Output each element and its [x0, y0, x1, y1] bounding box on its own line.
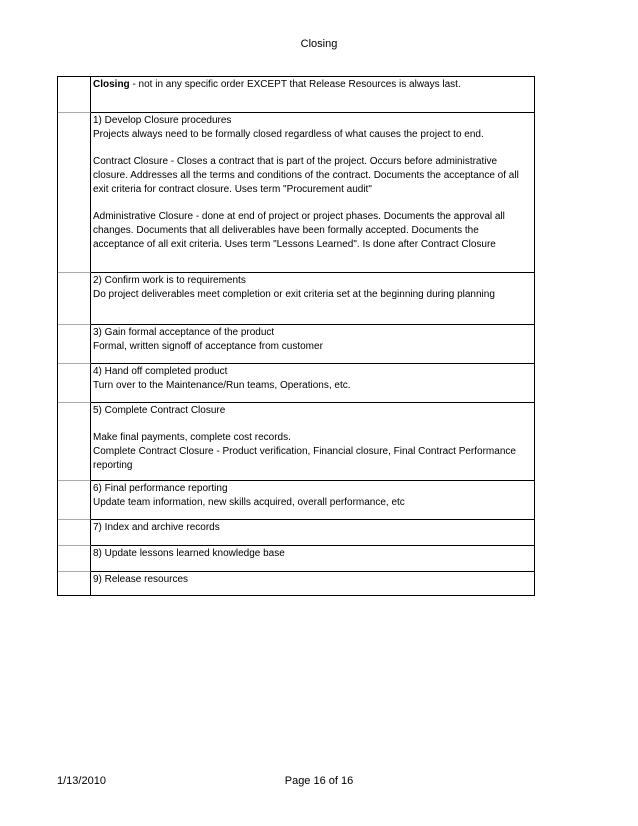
step-line: Complete Contract Closure - Product verification, Financial closure, Final Contract Performance reporting — [93, 446, 516, 471]
step-line: Projects always need to be formally closed regardless of what causes the project to end. — [93, 129, 484, 140]
row-gutter — [58, 272, 91, 324]
intro-bold: Closing — [93, 79, 130, 90]
step-heading: 3) Gain formal acceptance of the product — [93, 327, 275, 338]
page-header-title: Closing — [300, 38, 338, 50]
row-gutter — [58, 480, 91, 519]
step-cell-9 — [91, 571, 534, 595]
step-heading: 4) Hand off completed product — [93, 366, 228, 377]
step-cell-8 — [91, 545, 534, 571]
step-heading: 5) Complete Contract Closure — [93, 405, 226, 416]
step-heading: 8) Update lessons learned knowledge base — [93, 548, 285, 559]
closing-table — [57, 76, 535, 596]
step-heading: 7) Index and archive records — [93, 522, 220, 533]
step-cell-1 — [91, 112, 534, 272]
intro-cell — [91, 77, 534, 112]
step-line: Do project deliverables meet completion or exit criteria set at the beginning during planning — [93, 289, 495, 300]
intro-text: - not in any specific order EXCEPT that Release Resources is always last. — [129, 79, 461, 90]
step-row-4 — [58, 363, 534, 402]
step-row-3 — [58, 324, 534, 363]
step-row-1 — [58, 112, 534, 272]
step-row-8 — [58, 545, 534, 571]
step-line: Turn over to the Maintenance/Run teams, Operations, etc. — [93, 380, 351, 391]
footer-page-number: Page 16 of 16 — [284, 775, 354, 787]
row-gutter — [58, 77, 91, 112]
row-gutter — [58, 545, 91, 571]
step-heading: 6) Final performance reporting — [93, 483, 228, 494]
step-line: Formal, written signoff of acceptance from customer — [93, 341, 323, 352]
step-cell-5 — [91, 402, 534, 480]
row-gutter — [58, 112, 91, 272]
step-line: Update team information, new skills acquired, overall performance, etc — [93, 497, 405, 508]
row-gutter — [58, 363, 91, 402]
step-row-7 — [58, 519, 534, 545]
row-gutter — [58, 402, 91, 480]
step-line: Administrative Closure - done at end of project or project phases. Documents the approval all changes. Documents that all deliverables have been formally accepted. Documents the acceptance of all exit criteria. Uses term "Lessons Learned". Is done after Contract Closure — [93, 211, 505, 250]
step-row-2 — [58, 272, 534, 324]
step-cell-6 — [91, 480, 534, 519]
step-cell-3 — [91, 324, 534, 363]
step-heading: 9) Release resources — [93, 574, 189, 585]
step-heading: 2) Confirm work is to requirements — [93, 275, 246, 286]
step-cell-4 — [91, 363, 534, 402]
footer-date: 1/13/2010 — [57, 775, 106, 787]
row-gutter — [58, 571, 91, 595]
step-cell-2 — [91, 272, 534, 324]
step-line: Make final payments, complete cost records. — [93, 432, 291, 443]
step-row-5 — [58, 402, 534, 480]
step-cell-7 — [91, 519, 534, 545]
step-heading: 1) Develop Closure procedures — [93, 115, 232, 126]
step-row-6 — [58, 480, 534, 519]
intro-row — [58, 77, 534, 112]
row-gutter — [58, 324, 91, 363]
row-gutter — [58, 519, 91, 545]
step-line: Contract Closure - Closes a contract that is part of the project. Occurs before administrative closure. Addresses all the terms and conditions of the contract. Documents the acceptance of all exit criteria for contract closure. Uses term "Procurement audit" — [93, 156, 519, 195]
step-row-9 — [58, 571, 534, 595]
